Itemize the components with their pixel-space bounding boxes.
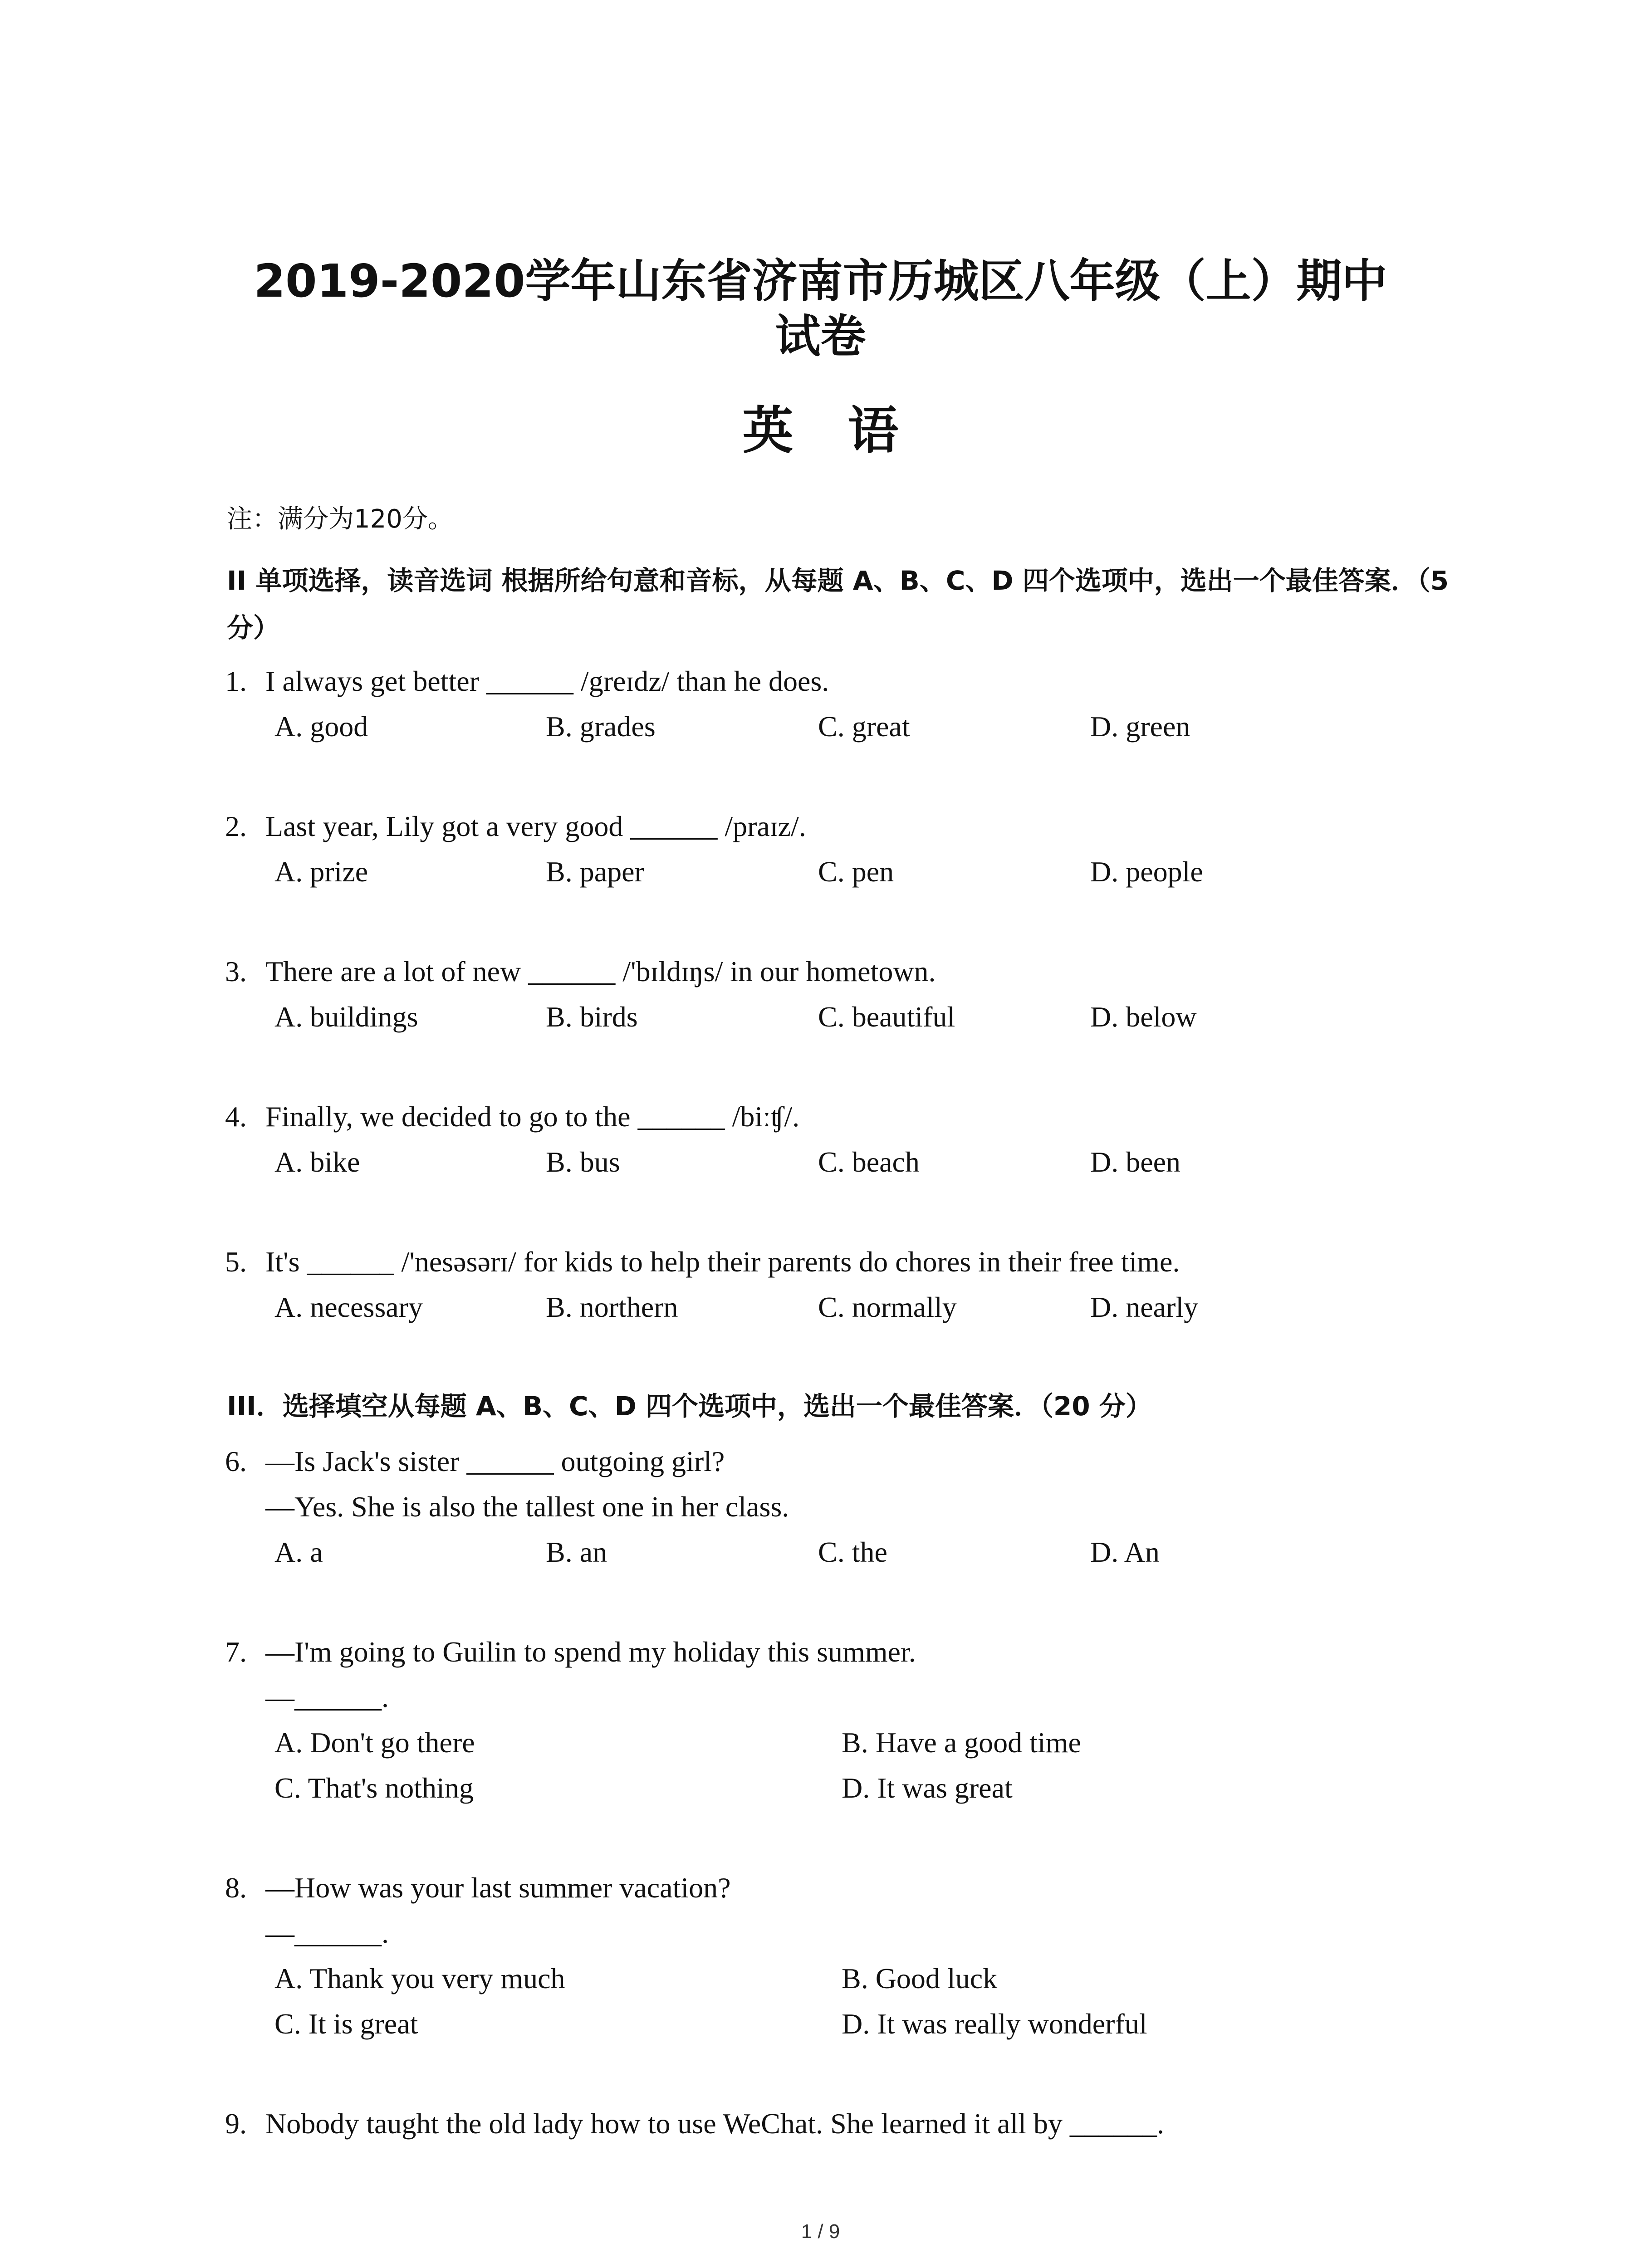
option-b: B. northern bbox=[546, 1291, 678, 1323]
section-heading-2: II 单项选择，读音选词 根据所给句意和音标，从每题 A、B、C、D 四个选项中，选出一个最佳答案．（5 分） bbox=[227, 565, 1449, 643]
question-number: 3. bbox=[225, 955, 247, 987]
subject-title: 英语 bbox=[742, 401, 953, 460]
option-b: B. birds bbox=[546, 1001, 638, 1033]
exam-title-line1: 2019-2020学年山东省济南市历城区八年级（上）期中 bbox=[254, 254, 1387, 308]
option-d: D. It was really wonderful bbox=[842, 2008, 1147, 2040]
question-number: 2. bbox=[225, 810, 247, 842]
question-number: 1. bbox=[225, 665, 247, 697]
exam-title-line2: 试卷 bbox=[775, 310, 866, 363]
option-d: D. been bbox=[1090, 1146, 1181, 1178]
option-b: B. an bbox=[546, 1536, 607, 1568]
option-c: C. It is great bbox=[274, 2008, 418, 2040]
question-number: 6. bbox=[225, 1445, 247, 1477]
option-d: D. An bbox=[1090, 1536, 1160, 1568]
question-reply: —Yes. She is also the tallest one in her class. bbox=[265, 1491, 789, 1523]
option-d: D. nearly bbox=[1090, 1291, 1199, 1323]
question-number: 4. bbox=[225, 1100, 247, 1133]
option-c: C. pen bbox=[818, 855, 894, 888]
option-a: A. prize bbox=[274, 855, 368, 888]
section-heading-3: III．选择填空从每题 A、B、C、D 四个选项中，选出一个最佳答案．（20 分） bbox=[227, 1391, 1152, 1422]
option-a: A. necessary bbox=[274, 1291, 423, 1323]
option-d: D. people bbox=[1090, 855, 1203, 888]
question-number: 9. bbox=[225, 2107, 247, 2140]
option-c: C. beach bbox=[818, 1146, 920, 1178]
option-c: C. normally bbox=[818, 1291, 957, 1323]
option-a: A. a bbox=[274, 1536, 323, 1568]
question-stem: I always get better ______ /greɪdz/ than he does. bbox=[265, 665, 829, 697]
option-c: C. the bbox=[818, 1536, 887, 1568]
option-b: B. Good luck bbox=[842, 1962, 998, 1994]
question-number: 5. bbox=[225, 1246, 247, 1278]
score-note: 注：满分为120分。 bbox=[227, 504, 453, 534]
question-stem: —Is Jack's sister ______ outgoing girl? bbox=[265, 1445, 725, 1477]
question-stem: Nobody taught the old lady how to use WeChat. She learned it all by ______. bbox=[265, 2107, 1164, 2140]
question-reply: —______. bbox=[265, 1917, 389, 1949]
question-number: 7. bbox=[225, 1636, 247, 1668]
question-stem: —I'm going to Guilin to spend my holiday this summer. bbox=[265, 1636, 916, 1668]
question-stem: There are a lot of new ______ /'bɪldɪŋs/ in our hometown. bbox=[265, 955, 936, 987]
option-c: C. great bbox=[818, 710, 910, 743]
question-stem: It's ______ /'nesəsərɪ/ for kids to help their parents do chores in their free time. bbox=[265, 1246, 1180, 1278]
question-stem: Last year, Lily got a very good ______ /praɪz/. bbox=[265, 810, 806, 842]
option-b: B. bus bbox=[546, 1146, 620, 1178]
option-b: B. grades bbox=[546, 710, 656, 743]
page-number: 1 / 9 bbox=[801, 2220, 840, 2243]
option-d: D. green bbox=[1090, 710, 1190, 743]
option-d: D. It was great bbox=[842, 1772, 1013, 1804]
question-stem: Finally, we decided to go to the ______ /biːʧ/. bbox=[265, 1100, 800, 1133]
option-a: A. buildings bbox=[274, 1001, 418, 1033]
option-a: A. bike bbox=[274, 1146, 360, 1178]
option-a: A. good bbox=[274, 710, 368, 743]
option-a: A. Thank you very much bbox=[274, 1962, 565, 1994]
question-stem: —How was your last summer vacation? bbox=[265, 1872, 731, 1904]
option-b: B. Have a good time bbox=[842, 1726, 1081, 1759]
option-a: A. Don't go there bbox=[274, 1726, 475, 1759]
option-b: B. paper bbox=[546, 855, 644, 888]
option-c: C. That's nothing bbox=[274, 1772, 474, 1804]
question-reply: —______. bbox=[265, 1681, 389, 1713]
option-c: C. beautiful bbox=[818, 1001, 955, 1033]
option-d: D. below bbox=[1090, 1001, 1197, 1033]
question-number: 8. bbox=[225, 1872, 247, 1904]
